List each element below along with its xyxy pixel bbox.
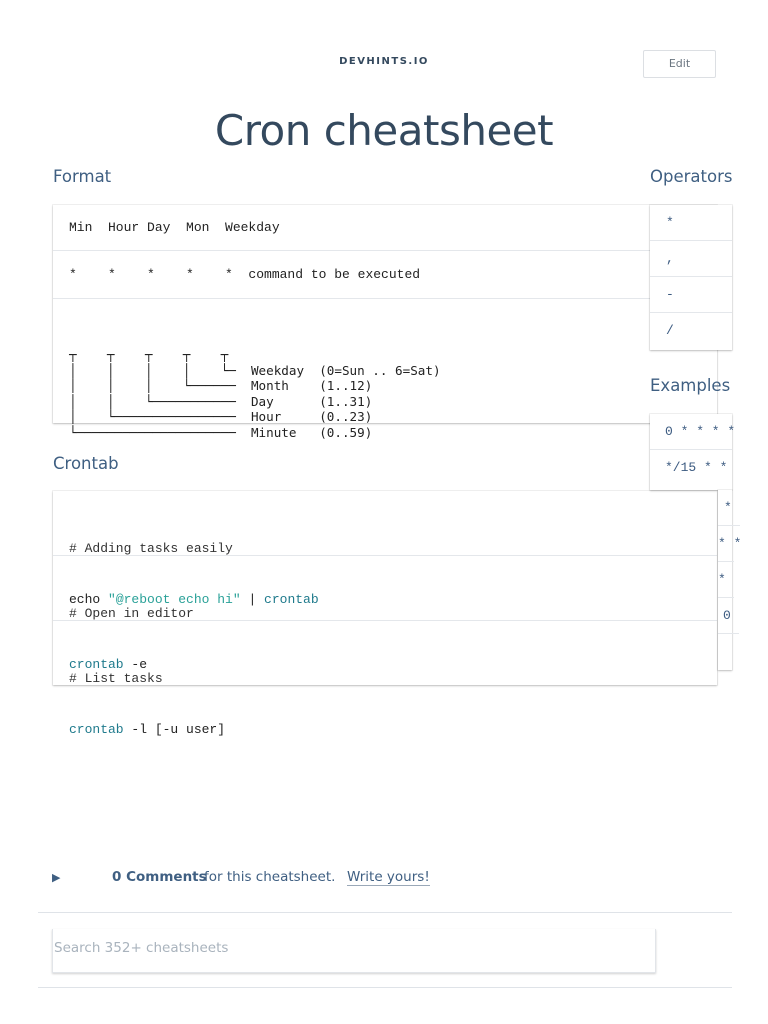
expand-arrow-icon[interactable]: ▶ xyxy=(52,871,61,884)
code-command: crontab xyxy=(264,592,319,607)
code-args: -e xyxy=(123,657,148,672)
comments-text: for this cheatsheet. xyxy=(204,869,336,885)
crontab-block-edit xyxy=(53,556,717,672)
operator-item: * xyxy=(650,205,732,241)
crontab-card xyxy=(53,491,717,737)
site-brand[interactable]: DEVHINTS.IO xyxy=(339,56,429,67)
format-diagram-row xyxy=(53,299,717,440)
divider xyxy=(38,987,732,988)
example-item: * xyxy=(718,562,734,598)
page-title: Cron cheatsheet xyxy=(214,106,554,155)
example-item: */15 * * xyxy=(665,460,728,475)
code-args: -l [-u user] xyxy=(123,722,226,737)
write-comment-link[interactable]: Write yours! xyxy=(347,869,430,885)
format-stars-line: * * * * * command to be executed xyxy=(53,251,717,299)
code-comment: # Open in editor xyxy=(69,606,194,621)
code-pipe: | xyxy=(240,592,265,607)
operator-item: - xyxy=(650,277,732,313)
example-item xyxy=(718,634,739,670)
format-fields-line: Min Hour Day Mon Weekday xyxy=(53,205,717,251)
format-diagram: ┬ ┬ ┬ ┬ ┬ │ │ │ │ └─ Weekday (0=Sun .. 6=Sat) │ │ │ └────── Month (1..12) │ │ └─────────── Day (1..31) │ └──────────────── Hour (0..23) └───────────────────── Minute (0..59) xyxy=(69,347,441,440)
code-line xyxy=(69,721,701,738)
crontab-heading: Crontab xyxy=(53,454,119,473)
code-command: crontab xyxy=(69,657,124,672)
format-heading: Format xyxy=(53,167,112,186)
operators-heading: Operators xyxy=(650,167,733,186)
crontab-block-add xyxy=(53,491,717,607)
examples-card-bottom xyxy=(718,490,742,670)
search-input[interactable]: Search 352+ cheatsheets xyxy=(52,929,656,973)
code-string: "@reboot echo hi" xyxy=(108,592,241,607)
edit-button[interactable]: Edit xyxy=(643,50,716,78)
example-item: * xyxy=(718,490,740,526)
example-item: 0 * * * * xyxy=(650,414,732,450)
operator-item: , xyxy=(650,241,732,277)
format-card xyxy=(53,205,717,440)
operators-card xyxy=(650,205,732,350)
comments-bar xyxy=(52,869,692,889)
operator-item: / xyxy=(666,323,674,338)
code-comment: # List tasks xyxy=(69,671,163,686)
examples-card-top xyxy=(650,414,736,490)
crontab-block-list xyxy=(53,621,717,737)
code-comment: # Adding tasks easily xyxy=(69,541,233,556)
code-keyword: echo xyxy=(69,592,109,607)
divider xyxy=(38,912,732,913)
examples-heading: Examples xyxy=(650,376,731,395)
example-item: * * xyxy=(718,526,734,562)
comments-count[interactable]: 0 Comments xyxy=(112,869,207,885)
code-command: crontab xyxy=(69,722,124,737)
example-item: 0 xyxy=(718,598,739,634)
